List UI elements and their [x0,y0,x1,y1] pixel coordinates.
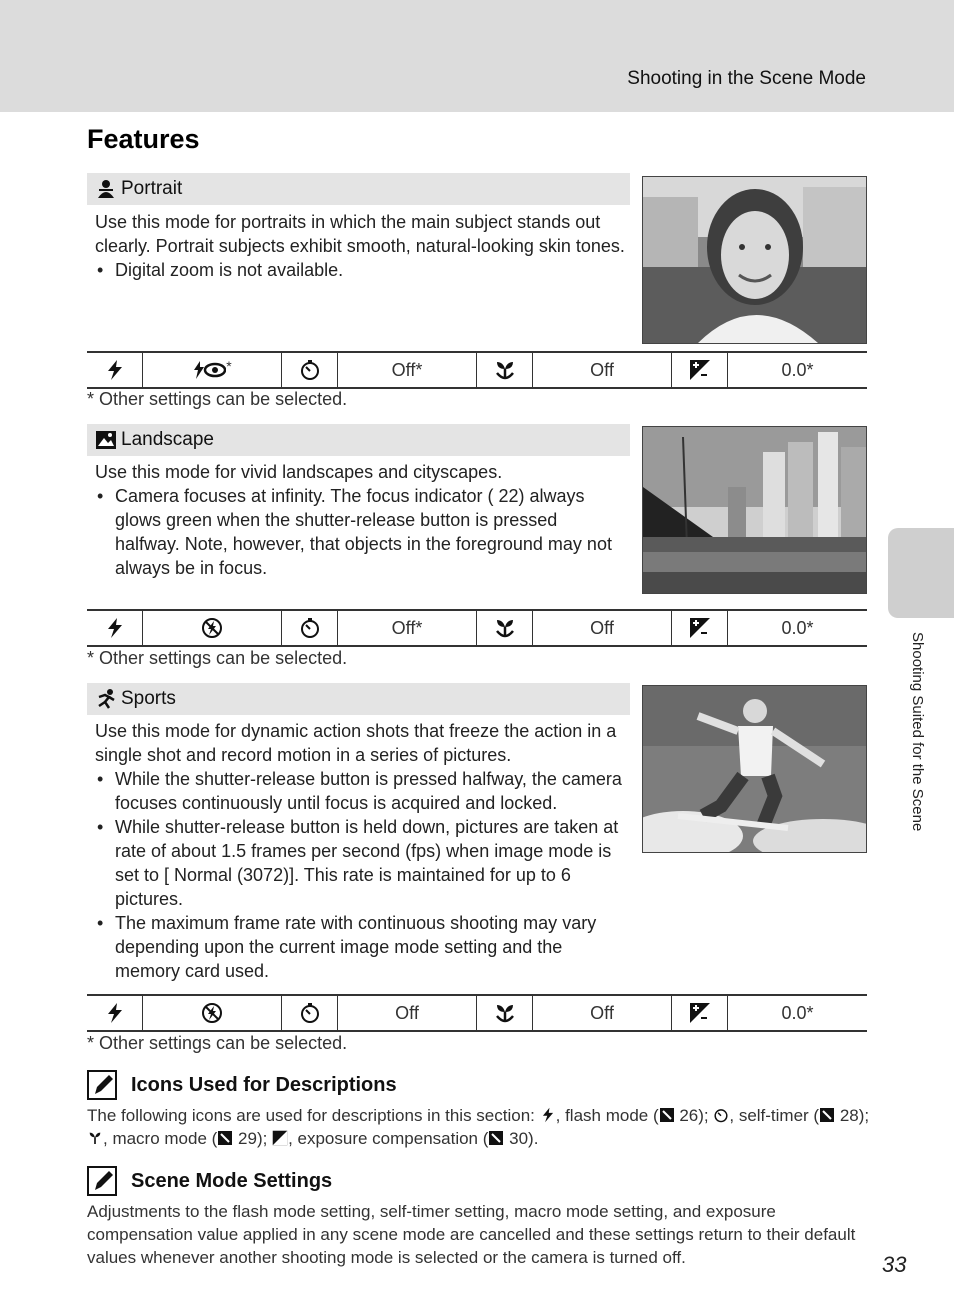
flash-setting [143,996,282,1030]
exposure-compensation-icon [672,611,728,645]
page-reference-icon [659,1107,675,1123]
flash-mode-icon [540,1107,556,1123]
mode-name: Landscape [121,429,214,450]
landscape-photo [642,426,867,594]
page-number: 33 [882,1252,907,1277]
footnote: * Other settings can be selected. [87,389,348,409]
bullet-item: • Camera focuses at infinity. The focus indicator ( 22) always glows green when the shutter-release button is pressed halfway. Note, however, that objects in the foreground may not always be in focus. [95,484,625,580]
mode-bar-sports [87,683,630,715]
settings-row-sports [87,994,867,1032]
settings-row-landscape [87,609,867,647]
macro-mode-icon [87,1130,103,1146]
bullet-item: • The maximum frame rate with continuous shooting may vary depending upon the current image mode setting and the memory card used. [95,911,625,983]
self-timer-icon [282,611,338,645]
description-text: Use this mode for vivid landscapes and cityscapes. [95,462,503,482]
note-title: Scene Mode Settings [131,1169,333,1192]
portrait-photo [642,176,867,344]
mode-bar-portrait [87,173,630,205]
self-timer-icon [713,1107,729,1123]
macro-mode-icon [477,353,533,387]
macro-value: Off [533,996,672,1030]
page-heading: Features [87,124,200,154]
mode-name: Portrait [121,178,183,199]
exposure-value: 0.0* [781,1002,814,1023]
bullet-item: • Digital zoom is not available. [95,258,625,282]
sports-icon [95,688,117,710]
landscape-icon [95,429,117,451]
chapter-tab-label: Shooting Suited for the Scene [909,632,926,832]
page-reference-icon [819,1107,835,1123]
note-heading-scene-mode [87,1166,332,1196]
mode-description-landscape [95,460,625,580]
note-pencil-icon [87,1166,117,1196]
exposure-value: 0.0* [781,617,814,638]
chapter-tab [888,528,954,618]
self-timer-icon [282,996,338,1030]
description-text: Use this mode for dynamic action shots that freeze the action in a single shot and record motion in a series of pictures. [95,721,617,765]
note-pencil-icon [87,1070,117,1100]
mode-name: Sports [121,688,176,709]
note-body-scene-mode: Adjustments to the flash mode setting, self-timer setting, macro mode setting, and exposure compensation value applied in any scene mode are cancelled and these settings return to their default values whenever another shooting mode is selected or the camera is turned off. [87,1202,856,1267]
flash-mode-icon [87,353,143,387]
page-reference-icon [217,1130,233,1146]
page-reference-icon [488,1130,504,1146]
self-timer-value: Off [338,996,477,1030]
mode-description-portrait [95,210,625,282]
section-title: Shooting in the Scene Mode [627,68,866,89]
note-body-icons: The following icons are used for descriptions in this section: , flash mode ( 26); , self-timer ( 28); , macro mode ( 29); , exposure compensation ( 30). [87,1106,870,1148]
footnote: * Other settings can be selected. [87,648,348,668]
mode-bar-landscape [87,424,630,456]
settings-row-portrait [87,351,867,389]
flash-off-icon [201,1002,223,1024]
note-title: Icons Used for Descriptions [131,1073,397,1096]
sports-photo [642,685,867,853]
macro-mode-icon [477,611,533,645]
footnote: * Other settings can be selected. [87,1033,348,1053]
self-timer-value: Off* [338,353,477,387]
header-band [0,0,954,112]
flash-setting [143,611,282,645]
red-eye-reduction-icon [192,360,226,380]
bullet-item: • While the shutter-release button is pressed halfway, the camera focuses continuously until focus is acquired and locked. [95,767,625,815]
note-heading-icons [87,1070,397,1100]
macro-mode-icon [477,996,533,1030]
flash-mode-icon [87,611,143,645]
bullet-item: • While shutter-release button is held down, pictures are taken at rate of about 1.5 frames per second (fps) when image mode is set to [ Normal (3072)]. This rate is maintained for up to 6 pictures. [95,815,625,911]
exposure-compensation-icon [672,996,728,1030]
exposure-compensation-icon [272,1130,288,1146]
self-timer-value: Off* [338,611,477,645]
flash-mode-icon [87,996,143,1030]
description-text: Use this mode for portraits in which the main subject stands out clearly. Portrait subjects exhibit smooth, natural-looking skin tones. [95,212,625,256]
macro-value: Off [533,353,672,387]
flash-off-icon [201,617,223,639]
self-timer-icon [282,353,338,387]
mode-description-sports [95,719,625,983]
macro-value: Off [533,611,672,645]
portrait-icon [95,178,117,200]
flash-setting: * [143,353,282,387]
exposure-value: 0.0* [781,359,814,380]
exposure-compensation-icon [672,353,728,387]
